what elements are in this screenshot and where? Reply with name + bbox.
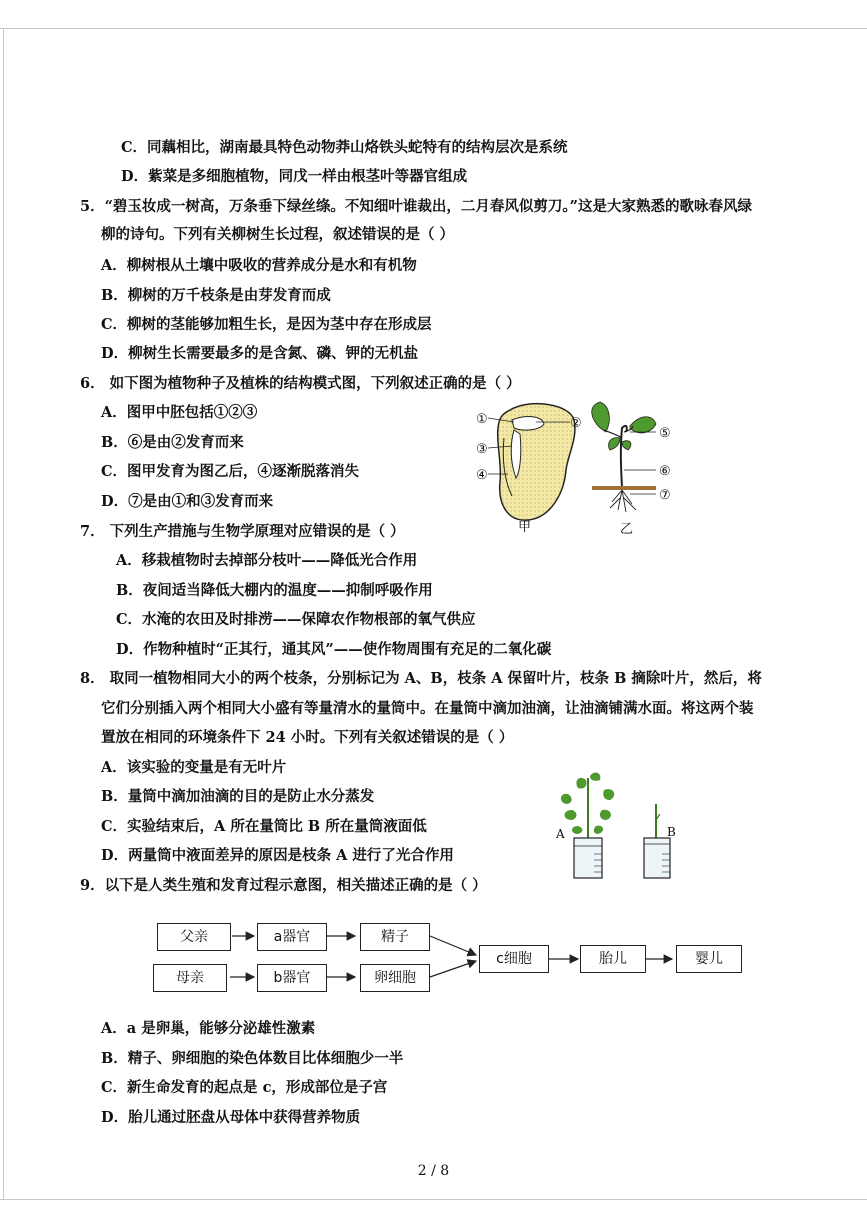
q5-stem-line2: 柳的诗句。下列有关柳树生长过程，叙述错误的是（ ） — [101, 226, 455, 243]
flow-mother: 母亲 — [153, 964, 227, 992]
page-border-bottom — [0, 1199, 867, 1200]
q4-option-d: D．紫菜是多细胞植物，同戊一样由根茎叶等器官组成 — [121, 168, 468, 185]
q8-option-d: D．两量筒中液面差异的原因是枝条 A 进行了光合作用 — [101, 847, 454, 864]
q9-option-d: D．胎儿通过胚盘从母体中获得营养物质 — [101, 1109, 361, 1126]
q7-option-d: D．作物种植时“正其行，通其风”——使作物周围有充足的二氧化碳 — [116, 641, 552, 658]
q6-option-c: C．图甲发育为图乙后，④逐渐脱落消失 — [101, 463, 360, 480]
flow-organ-a: a器官 — [257, 923, 327, 951]
cylinder-a-label: A — [556, 827, 565, 841]
q5-option-d: D．柳树生长需要最多的是含氮、磷、钾的无机盐 — [101, 345, 419, 362]
seedling-diagram — [592, 402, 656, 512]
cylinder-b-label: B — [667, 825, 676, 839]
q9-option-a: A．a 是卵巢，能够分泌雄性激素 — [101, 1020, 316, 1037]
caption-yi: 乙 — [620, 522, 634, 537]
caption-jia: 甲 — [518, 520, 532, 535]
seed-label-2: ② — [570, 416, 582, 431]
q5-option-a: A．柳树根从土壤中吸收的营养成分是水和有机物 — [101, 257, 417, 274]
seedling-label-7: ⑦ — [659, 488, 671, 503]
flow-infant: 婴儿 — [676, 945, 742, 973]
q8-option-c: C．实验结束后，A 所在量筒比 B 所在量筒液面低 — [101, 818, 427, 835]
q7-option-b: B．夜间适当降低大棚内的温度——抑制呼吸作用 — [116, 582, 433, 599]
flow-organ-b: b器官 — [257, 964, 327, 992]
q9-stem: 9．以下是人类生殖和发育过程示意图，相关描述正确的是（ ） — [80, 877, 487, 894]
flow-egg-cell: 卵细胞 — [360, 964, 430, 992]
q7-option-c: C．水淹的农田及时排涝——保障农作物根部的氧气供应 — [116, 611, 476, 628]
q9-option-b: B．精子、卵细胞的染色体数目比体细胞少一半 — [101, 1050, 404, 1067]
q6-option-a: A．图甲中胚包括①②③ — [101, 404, 258, 421]
flow-sperm: 精子 — [360, 923, 430, 951]
q7-option-a: A．移栽植物时去掉部分枝叶——降低光合作用 — [116, 552, 418, 569]
q5-stem-line1: 5．“碧玉妆成一树高，万条垂下绿丝绦。不知细叶谁裁出，二月春风似剪刀。”这是大家熟悉的歌咏春风绿 — [80, 198, 753, 215]
q7-stem: 7． 下列生产措施与生物学原理对应错误的是（ ） — [80, 523, 405, 540]
flow-cell-c: c细胞 — [479, 945, 549, 973]
q5-option-c: C．柳树的茎能够加粗生长，是因为茎中存在形成层 — [101, 316, 432, 333]
q8-stem-line2: 它们分别插入两个相同大小盛有等量清水的量筒中。在量筒中滴加油滴，让油滴铺满水面。将这两个装 — [101, 700, 754, 717]
reproduction-flow-arrows — [150, 915, 750, 1000]
seed-label-4: ④ — [476, 468, 488, 483]
seed-label-3: ③ — [476, 442, 488, 457]
flow-fetus: 胎儿 — [580, 945, 646, 973]
q8-stem-line1: 8． 取同一植物相同大小的两个枝条，分别标记为 A、B，枝条 A 保留叶片，枝条 B 摘除叶片，然后，将 — [80, 670, 762, 687]
flow-father: 父亲 — [157, 923, 231, 951]
q6-option-b: B．⑥是由②发育而来 — [101, 434, 244, 451]
seedling-label-6: ⑥ — [659, 464, 671, 479]
q8-option-a: A．该实验的变量是有无叶片 — [101, 759, 287, 776]
page-border-left — [3, 28, 4, 1200]
page-number: 2 / 8 — [417, 1163, 450, 1179]
cylinder-a-with-leafy-branch — [561, 773, 614, 878]
q4-option-c: C．同藕相比，湖南最具特色动物莽山烙铁头蛇特有的结构层次是系统 — [121, 139, 568, 156]
q8-stem-line3: 置放在相同的环境条件下 24 小时。下列有关叙述错误的是（ ） — [101, 729, 514, 746]
q9-option-c: C．新生命发育的起点是 c，形成部位是子宫 — [101, 1079, 388, 1096]
seed-label-1: ① — [476, 412, 488, 427]
q6-option-d: D．⑦是由①和③发育而来 — [101, 493, 274, 510]
q8-option-b: B．量筒中滴加油滴的目的是防止水分蒸发 — [101, 788, 375, 805]
q5-option-b: B．柳树的万千枝条是由芽发育而成 — [101, 287, 331, 304]
seedling-label-5: ⑤ — [659, 426, 671, 441]
q6-stem: 6． 如下图为植物种子及植株的结构模式图，下列叙述正确的是（ ） — [80, 375, 521, 392]
page-border-top — [0, 28, 867, 29]
seed-diagram — [488, 404, 575, 520]
